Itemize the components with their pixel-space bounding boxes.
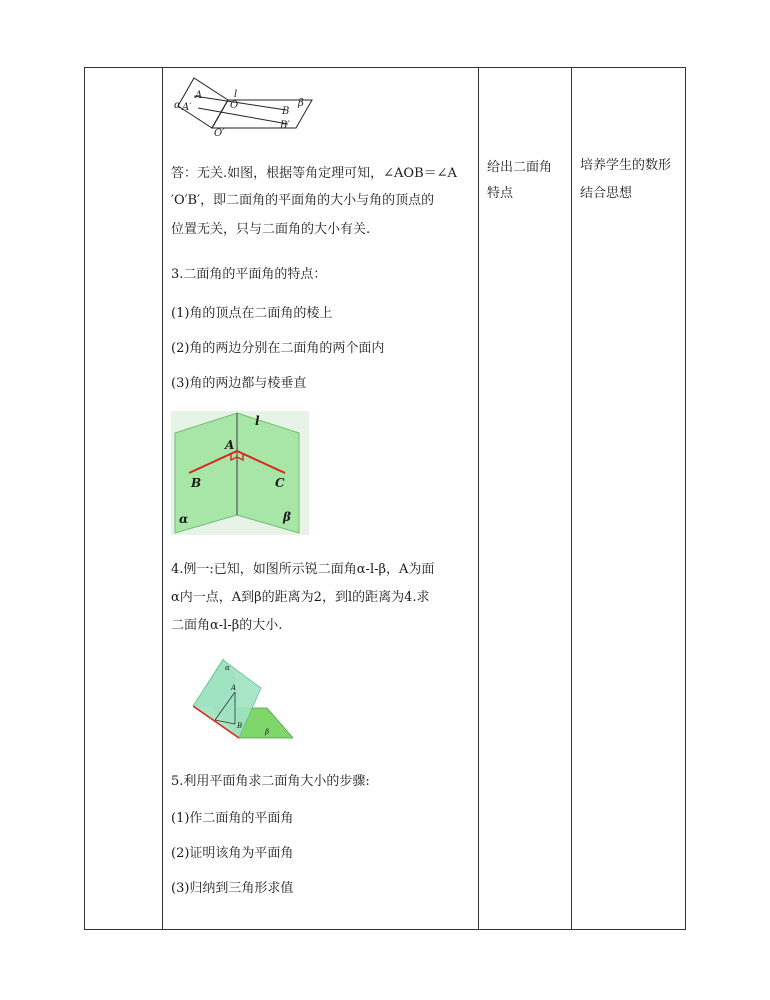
example-line-1: 4.例一:已知，如图所示锐二面角α-l-β，A为面 — [171, 562, 435, 577]
label-beta: β — [265, 728, 270, 736]
example-line-3: 二面角α-l-β的大小. — [171, 618, 283, 633]
content-column — [163, 68, 478, 929]
col3-line-2: 特点 — [487, 186, 514, 201]
section3-title: 3.二面角的平面角的特点： — [171, 267, 327, 282]
label-beta: β — [298, 98, 304, 109]
label-l: l — [234, 89, 238, 100]
section5-item: (3)归纳到三角形求值 — [171, 881, 294, 896]
label-O-prime: O′ — [214, 128, 225, 139]
label-l: l — [255, 414, 260, 428]
label-B-prime: B′ — [280, 120, 290, 131]
col3-line-1: 给出二面角 — [487, 160, 553, 175]
label-B: B — [237, 722, 243, 730]
label-B: B — [282, 106, 290, 117]
label-alpha: α — [179, 512, 189, 526]
section3-item: (3)角的两边都与棱垂直 — [171, 376, 307, 391]
label-B: B — [191, 476, 202, 490]
figure-example-dihedral — [193, 658, 293, 748]
section5-item: (1)作二面角的平面角 — [171, 811, 294, 826]
label-O: O — [230, 100, 239, 111]
label-C: C — [275, 476, 285, 490]
label-alpha: α — [174, 100, 181, 111]
label-A-prime: A′ — [182, 102, 192, 113]
section5-item: (2)证明该角为平面角 — [171, 846, 294, 861]
label-A: A — [195, 90, 203, 101]
section3-item: (1)角的顶点在二面角的棱上 — [171, 306, 333, 321]
answer-line-2: ′O′B′，即二面角的平面角的大小与角的顶点的 — [171, 193, 435, 208]
answer-line-3: 位置无关，只与二面角的大小有关. — [171, 222, 371, 237]
design-intent-column — [572, 68, 686, 929]
label-A: A — [225, 438, 235, 452]
example-line-2: α内一点，A到β的距离为2，到l的距离为4.求 — [171, 590, 430, 605]
section5-title: 5.利用平面角求二面角大小的步骤: — [171, 774, 370, 789]
section3-item: (2)角的两边分别在二面角的两个面内 — [171, 341, 385, 356]
label-beta: β — [283, 510, 291, 524]
col4-line-2: 结合思想 — [580, 186, 633, 201]
figure-dihedral-planes — [168, 70, 318, 140]
lesson-table — [84, 67, 686, 930]
label-alpha: α — [225, 664, 230, 672]
label-A: A — [231, 684, 237, 692]
answer-line-1: 答：无关.如图，根据等角定理可知，∠AOB＝∠A — [171, 166, 457, 181]
col4-line-1: 培养学生的数形 — [580, 158, 672, 173]
figure-plane-angle — [171, 411, 309, 535]
teacher-activity-column — [479, 68, 571, 929]
